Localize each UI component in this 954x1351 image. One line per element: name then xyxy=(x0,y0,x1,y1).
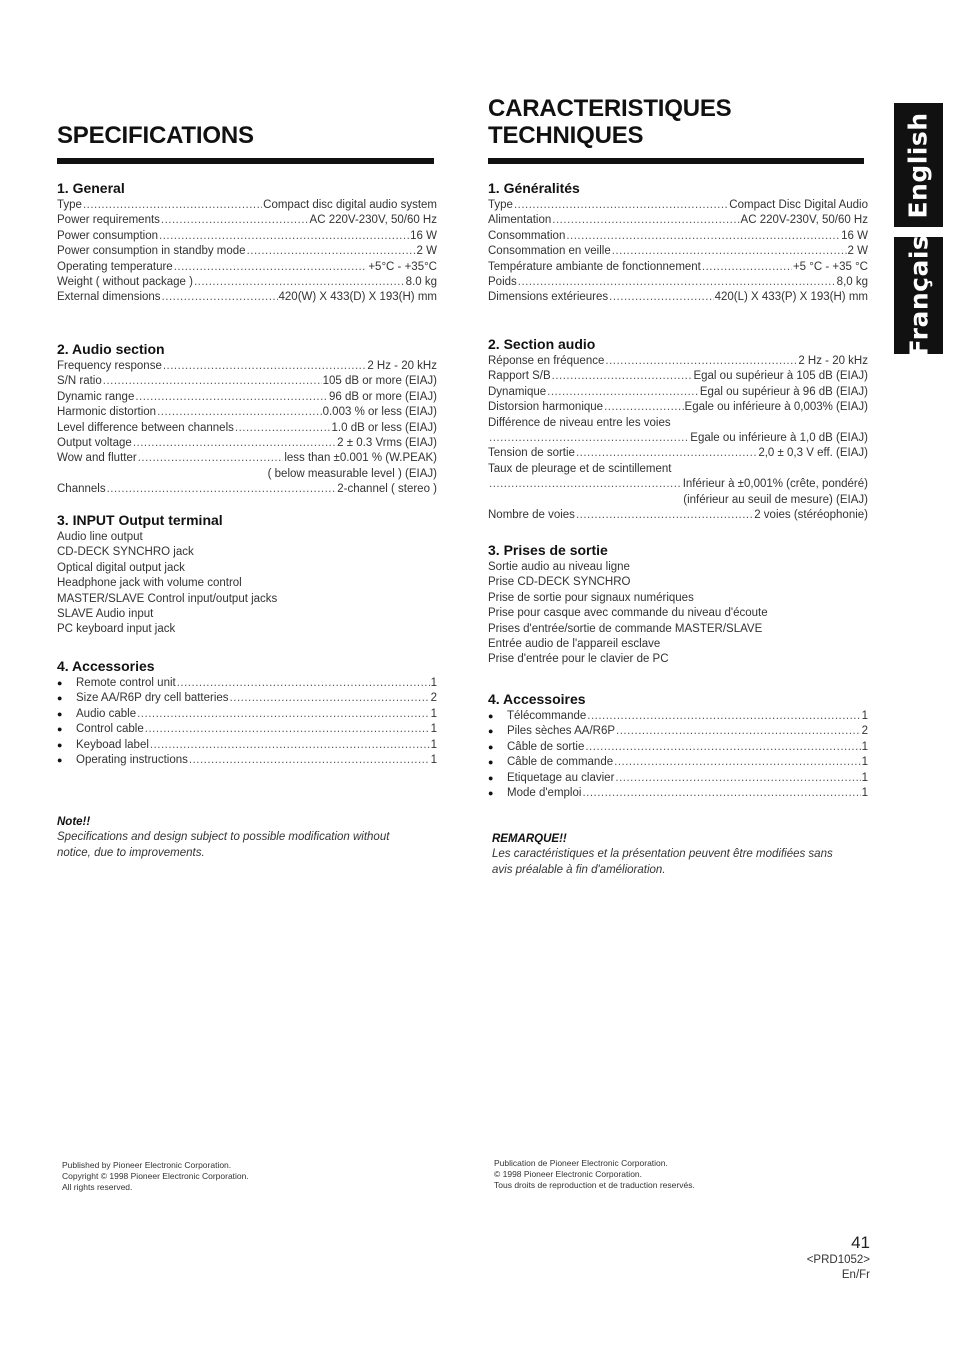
note-section xyxy=(57,815,437,861)
spec-row: Channels ..... 2-channel ( stereo ) xyxy=(57,482,437,497)
list-item: Sortie audio au niveau ligne xyxy=(488,561,630,573)
section-heading: 3. INPUT Output terminal xyxy=(57,512,223,528)
section-heading: 2. Section audio xyxy=(488,336,596,352)
list-item: Prise CD-DECK SYNCHRO xyxy=(488,576,631,589)
list-item: Optical digital output jack xyxy=(57,561,185,574)
list-item: ● Audio cable ..... 1 xyxy=(57,707,437,722)
spec-row: Poids ..... 8,0 kg xyxy=(488,275,868,290)
language-tab-francais: Français xyxy=(894,237,943,354)
title-rule xyxy=(57,158,434,164)
list-item: ● Operating instructions ..... 1 xyxy=(57,753,437,768)
bullet-icon: ● xyxy=(57,739,63,750)
section-heading: 4. Accessoires xyxy=(488,691,586,707)
spec-row: Dynamic range ..... 96 dB or more (EIAJ) xyxy=(57,390,437,405)
language-tab-english: English xyxy=(894,103,943,227)
spec-row: Consommation ..... 16 W xyxy=(488,229,868,244)
spec-row: Alimentation ..... AC 220V-230V, 50/60 Hz xyxy=(488,213,868,228)
list-item: ● Mode d'emploi ..... 1 xyxy=(488,786,868,801)
note-text: avis préalable à fin d'amélioration. xyxy=(492,863,666,876)
note-text: Specifications and design subject to possible modification without xyxy=(57,831,390,843)
note-heading: REMARQUE!! xyxy=(492,833,567,845)
language-code: En/Fr xyxy=(841,1269,870,1281)
spec-row-continuation: ( below measurable level ) (EIAJ) xyxy=(267,467,437,480)
bullet-icon: ● xyxy=(57,724,63,735)
prises-section xyxy=(488,542,868,668)
list-item: Prise pour casque avec commande du niveau d'écoute xyxy=(488,607,768,620)
spec-row: Frequency response ..... 2 Hz - 20 kHz xyxy=(57,359,437,374)
accessories-section xyxy=(57,658,437,768)
list-item: Entrée audio de l'appareil esclave xyxy=(488,638,661,651)
bullet-icon: ● xyxy=(488,772,494,783)
section-heading: 3. Prises de sortie xyxy=(488,542,608,558)
bullet-icon: ● xyxy=(488,757,494,768)
list-item: Prises d'entrée/sortie de commande MASTER/SLAVE xyxy=(488,622,763,635)
spec-row: Distorsion harmonique ..... Egale ou inférieure à 0,003% (EIAJ) xyxy=(488,400,868,415)
spec-row: Wow and flutter ..... less than ±0.001 % (W.PEAK) xyxy=(57,451,437,466)
spec-label: Différence de niveau entre les voies xyxy=(488,416,671,429)
list-item: Headphone jack with volume control xyxy=(57,577,242,590)
audio-section xyxy=(57,341,437,498)
list-item: ● Câble de sortie ..... 1 xyxy=(488,740,868,755)
spec-row: Power consumption in standby mode ..... 2 W xyxy=(57,244,437,259)
spec-row: Dimensions extérieures ..... 420(L) X 433(P) X 193(H) mm xyxy=(488,290,868,305)
section-heading: 4. Accessories xyxy=(57,658,155,674)
spec-row-continuation: ..... Egale ou inférieure à 1,0 dB (EIAJ) xyxy=(488,431,868,446)
section-heading: 1. Généralités xyxy=(488,180,580,196)
section-heading: 1. General xyxy=(57,180,125,196)
spec-label: Taux de pleurage et de scintillement xyxy=(488,462,672,475)
spec-row: Dynamique ..... Egal ou supérieur à 96 dB (EIAJ) xyxy=(488,385,868,400)
spec-row: Power requirements ..... AC 220V-230V, 50/60 Hz xyxy=(57,213,437,228)
page-footer xyxy=(807,1233,870,1283)
spec-row: Operating temperature ..... +5°C - +35°C xyxy=(57,260,437,275)
list-item: MASTER/SLAVE Control input/output jacks xyxy=(57,592,278,605)
bullet-icon: ● xyxy=(57,708,63,719)
spec-row: Consommation en veille ..... 2 W xyxy=(488,244,868,259)
bullet-icon: ● xyxy=(57,678,63,688)
spec-row: Weight ( without package ) ..... 8.0 kg xyxy=(57,275,437,290)
bullet-icon: ● xyxy=(488,711,494,721)
publisher-note-fr: Publication de Pioneer Electronic Corporation. © 1998 Pioneer Electronic Corporation. Tous droits de reproduction et de traduction reservés. xyxy=(494,1158,695,1190)
spec-row: Harmonic distortion ..... 0.003 % or less (EIAJ) xyxy=(57,405,437,420)
note-text: notice, due to improvements. xyxy=(57,846,205,859)
spec-row: Température ambiante de fonctionnement ..... +5 °C - +35 °C xyxy=(488,260,868,275)
bullet-icon: ● xyxy=(488,726,494,737)
spec-row-continuation: (inférieur au seuil de mesure) (EIAJ) xyxy=(683,493,868,506)
list-item: ● Remote control unit ..... 1 xyxy=(57,676,437,691)
document-code: <PRD1052> xyxy=(806,1254,870,1266)
bullet-icon: ● xyxy=(488,741,494,752)
publisher-note-en: Published by Pioneer Electronic Corporation. Copyright © 1998 Pioneer Electronic Corporation. All rights reserved. xyxy=(62,1160,249,1192)
french-column xyxy=(488,95,868,876)
spec-row: Type ..... Compact disc digital audio system xyxy=(57,198,437,213)
list-item: SLAVE Audio input xyxy=(57,608,154,621)
spec-row: Rapport S/B ..... Egal ou supérieur à 105 dB (EIAJ) xyxy=(488,369,868,384)
list-item: PC keyboard input jack xyxy=(57,623,176,636)
section-audio xyxy=(488,336,868,523)
note-text: Les caractéristiques et la présentation peuvent être modifiées sans xyxy=(492,848,833,860)
spec-row-continuation: ..... Inférieur à ±0,001% (crête, pondéré) xyxy=(488,477,868,492)
input-output-section xyxy=(57,512,437,638)
list-item: CD-DECK SYNCHRO jack xyxy=(57,546,194,559)
list-item: ● Etiquetage au clavier ..... 1 xyxy=(488,771,868,786)
spec-row: Power consumption ..... 16 W xyxy=(57,229,437,244)
list-item: ● Câble de commande ..... 1 xyxy=(488,755,868,770)
general-section xyxy=(57,180,437,306)
spec-row: S/N ratio ..... 105 dB or more (EIAJ) xyxy=(57,374,437,389)
section-heading: 2. Audio section xyxy=(57,341,165,357)
english-column xyxy=(57,95,437,859)
bullet-icon: ● xyxy=(57,693,63,704)
list-item: Prise de sortie pour signaux numériques xyxy=(488,591,694,604)
list-item: ● Control cable ..... 1 xyxy=(57,722,437,737)
note-heading: Note!! xyxy=(57,816,91,828)
list-item: ● Keyboad label ..... 1 xyxy=(57,738,437,753)
list-item: ● Piles sèches AA/R6P ..... 2 xyxy=(488,724,868,739)
spec-row: External dimensions ..... 420(W) X 433(D) X 193(H) mm xyxy=(57,290,437,305)
list-item: ● Télécommande ..... 1 xyxy=(488,709,868,724)
spec-row: Nombre de voies ..... 2 voies (stéréophonie) xyxy=(488,508,868,523)
list-item: ● Size AA/R6P dry cell batteries ..... 2 xyxy=(57,691,437,706)
page-title-fr: CARACTERISTIQUES TECHNIQUES xyxy=(488,95,732,149)
page-title: SPECIFICATIONS xyxy=(57,122,254,149)
accessoires-section xyxy=(488,691,868,801)
spec-row: Level difference between channels ..... 1.0 dB or less (EIAJ) xyxy=(57,421,437,436)
page-number: 41 xyxy=(851,1233,870,1252)
remarque-section xyxy=(492,832,872,878)
list-item: Audio line output xyxy=(57,531,143,543)
bullet-icon: ● xyxy=(57,755,63,766)
spec-row: Tension de sortie ..... 2,0 ± 0,3 V eff. (EIAJ) xyxy=(488,446,868,461)
spec-row: Output voltage ..... 2 ± 0.3 Vrms (EIAJ) xyxy=(57,436,437,451)
list-item: Prise d'entrée pour le clavier de PC xyxy=(488,653,669,666)
title-rule xyxy=(488,158,864,164)
bullet-icon: ● xyxy=(488,788,494,799)
spec-row: Réponse en fréquence ..... 2 Hz - 20 kHz xyxy=(488,354,868,369)
spec-row: Type ..... Compact Disc Digital Audio xyxy=(488,198,868,213)
generalites-section xyxy=(488,180,868,306)
